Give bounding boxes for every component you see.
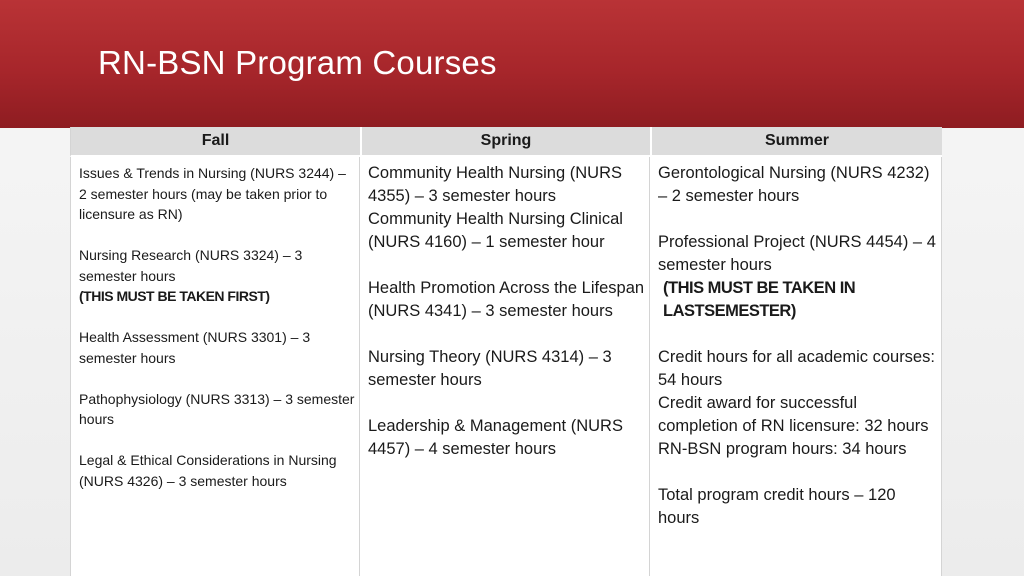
course-item: Health Promotion Across the Lifespan (NURS 4341) – 3 semester hours: [368, 279, 645, 320]
course-note: (THIS MUST BE TAKEN IN LASTSEMESTER): [663, 279, 856, 320]
course-item: Pathophysiology (NURS 3313) – 3 semester hours: [79, 390, 355, 427]
course-item: Nursing Theory (NURS 4314) – 3 semester hours: [368, 348, 612, 389]
course-item: Leadership & Management (NURS 4457) – 4 semester hours: [368, 417, 623, 458]
summer-header: Summer: [650, 127, 942, 157]
spring-header: Spring: [360, 127, 650, 157]
courses-table: [70, 127, 942, 576]
credit-total: Total program credit hours – 120 hours: [658, 486, 896, 527]
fall-cell: [70, 157, 360, 576]
fall-header: Fall: [70, 127, 360, 157]
title-banner: [0, 0, 1024, 128]
summer-cell: [650, 157, 942, 576]
course-item: Professional Project (NURS 4454) – 4 semester hours: [658, 233, 936, 274]
page-title: RN-BSN Program Courses: [98, 44, 497, 81]
credit-summary: RN-BSN program hours: 34 hours: [658, 440, 907, 458]
credit-summary: Credit hours for all academic courses: 54 hours: [658, 348, 935, 389]
spring-column: [360, 127, 650, 576]
credit-summary: Credit award for successful completion of RN licensure: 32 hours: [658, 394, 929, 435]
course-item: Legal & Ethical Considerations in Nursing (NURS 4326) – 3 semester hours: [79, 452, 337, 489]
fall-column: [70, 127, 360, 576]
course-item: Community Health Nursing Clinical (NURS 4160) – 1 semester hour: [368, 210, 623, 251]
course-item: Issues & Trends in Nursing (NURS 3244) – 2 semester hours (may be taken prior to licensure as RN): [79, 165, 346, 222]
course-item: Health Assessment (NURS 3301) – 3 semester hours: [79, 329, 311, 366]
summer-column: [650, 127, 942, 576]
course-item: Community Health Nursing (NURS 4355) – 3 semester hours: [368, 164, 622, 205]
course-item: Gerontological Nursing (NURS 4232) – 2 semester hours: [658, 164, 930, 205]
course-note: (THIS MUST BE TAKEN FIRST): [79, 288, 270, 304]
spring-cell: [360, 157, 650, 576]
course-item: Nursing Research (NURS 3324) – 3 semester hours: [79, 247, 303, 284]
